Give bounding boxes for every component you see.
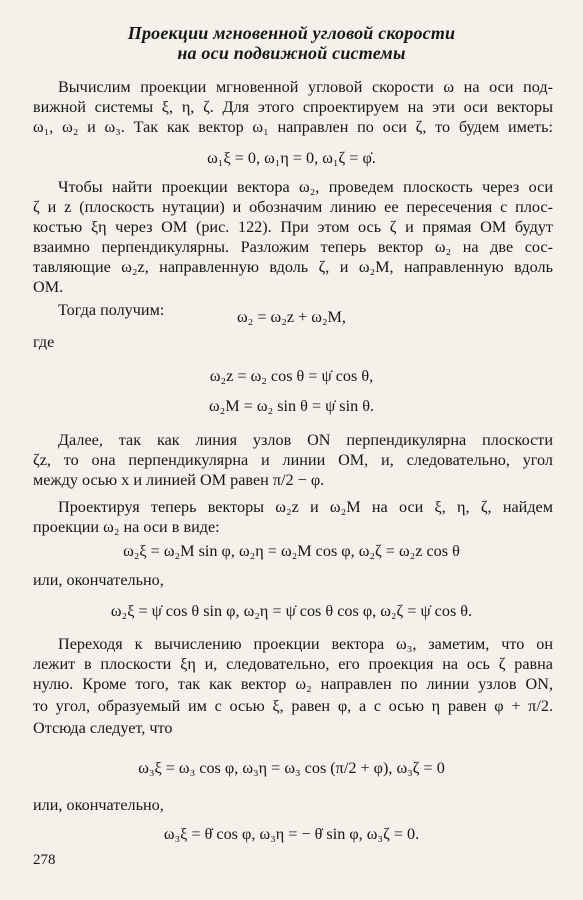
page-number: 278 [33, 852, 56, 868]
text-line: или, окончательно, [33, 796, 164, 814]
text-line: вижной системы ξ, η, ζ. Для этого спроектируем на эти оси векторы [33, 98, 553, 116]
formula: ω₂ξ = ω₂M sin φ, ω₂η = ω₂M cos φ, ω₂ζ = ω₂z cos θ [123, 542, 460, 560]
text-line: между осью x и линией OM равен π/2 − φ. [33, 471, 325, 489]
text-line: или, окончательно, [33, 571, 164, 589]
formula: ω₂ξ = ψ̇ cos θ sin φ, ω₂η = ψ̇ cos θ cos φ, ω₂ζ = ψ̇ cos θ. [110, 602, 473, 620]
text-line: взаимно перпендикулярны. Разложим теперь вектор ω₂ на две сос- [33, 238, 553, 256]
formula: ω₃ξ = θ̇ cos φ, ω₃η = − θ̇ sin φ, ω₃ζ = 0. [163, 825, 420, 843]
formula: ω₃ξ = ω₃ cos φ, ω₃η = ω₃ cos (π/2 + φ), ω₃ζ = 0 [138, 759, 445, 777]
text-line: OM. [33, 278, 64, 296]
text-line: Вычислим проекции мгновенной угловой скорости ω на оси под- [58, 78, 553, 96]
text-line: Отсюда следует, что [33, 719, 173, 737]
text-line: Тогда получим: [58, 301, 165, 319]
text-line: нулю. Кроме того, так как вектор ω₂ направлен по линии узлов ON, [33, 675, 553, 693]
formula: ω₁ξ = 0, ω₁η = 0, ω₁ζ = φ̇. [207, 149, 376, 167]
text-line: проекции ω₂ на оси в виде: [33, 518, 220, 536]
text-line: ζz, то она перпендикулярна и линии OM, и, следовательно, угол [33, 451, 553, 469]
text-line: Чтобы найти проекции вектора ω₂, проведем плоскость через оси [58, 178, 553, 196]
text-line: то угол, образуемый им с осью ξ, равен φ, а с осью η равен φ + π/2. [33, 697, 553, 715]
text-line: костью ξη через OM (рис. 122). При этом ось ζ и прямая OM будут [33, 218, 553, 236]
formula: ω₂M = ω₂ sin θ = ψ̇ sin θ. [208, 397, 375, 415]
text-line: где [33, 333, 55, 351]
text-line: лежит в плоскости ξη и, следовательно, его проекция на ось ζ равна [33, 655, 553, 673]
formula: ω₂z = ω₂ cos θ = ψ̇ cos θ, [209, 367, 374, 385]
text-line: тавляющие ω₂z, направленную вдоль ζ, и ω₂M, направленную вдоль [33, 258, 553, 276]
text-line: ω₁, ω₂ и ω₃. Так как вектор ω₁ направлен по оси ζ, то будем иметь: [33, 118, 553, 136]
section-title-line-1: Проекции мгновенной угловой скорости [127, 23, 456, 43]
text-line: Проектируя теперь векторы ω₂z и ω₂M на оси ξ, η, ζ, найдем [58, 498, 553, 516]
text-line: Переходя к вычислению проекции вектора ω₃, заметим, что он [58, 635, 553, 653]
section-title-line-2: на оси подвижной системы [177, 43, 406, 63]
text-line: Далее, так как линия узлов ON перпендикулярна плоскости [58, 431, 553, 449]
formula: ω₂ = ω₂z + ω₂M, [237, 308, 346, 326]
text-line: ζ и z (плоскость нутации) и обозначим линию ее пересечения с плос- [33, 198, 553, 216]
